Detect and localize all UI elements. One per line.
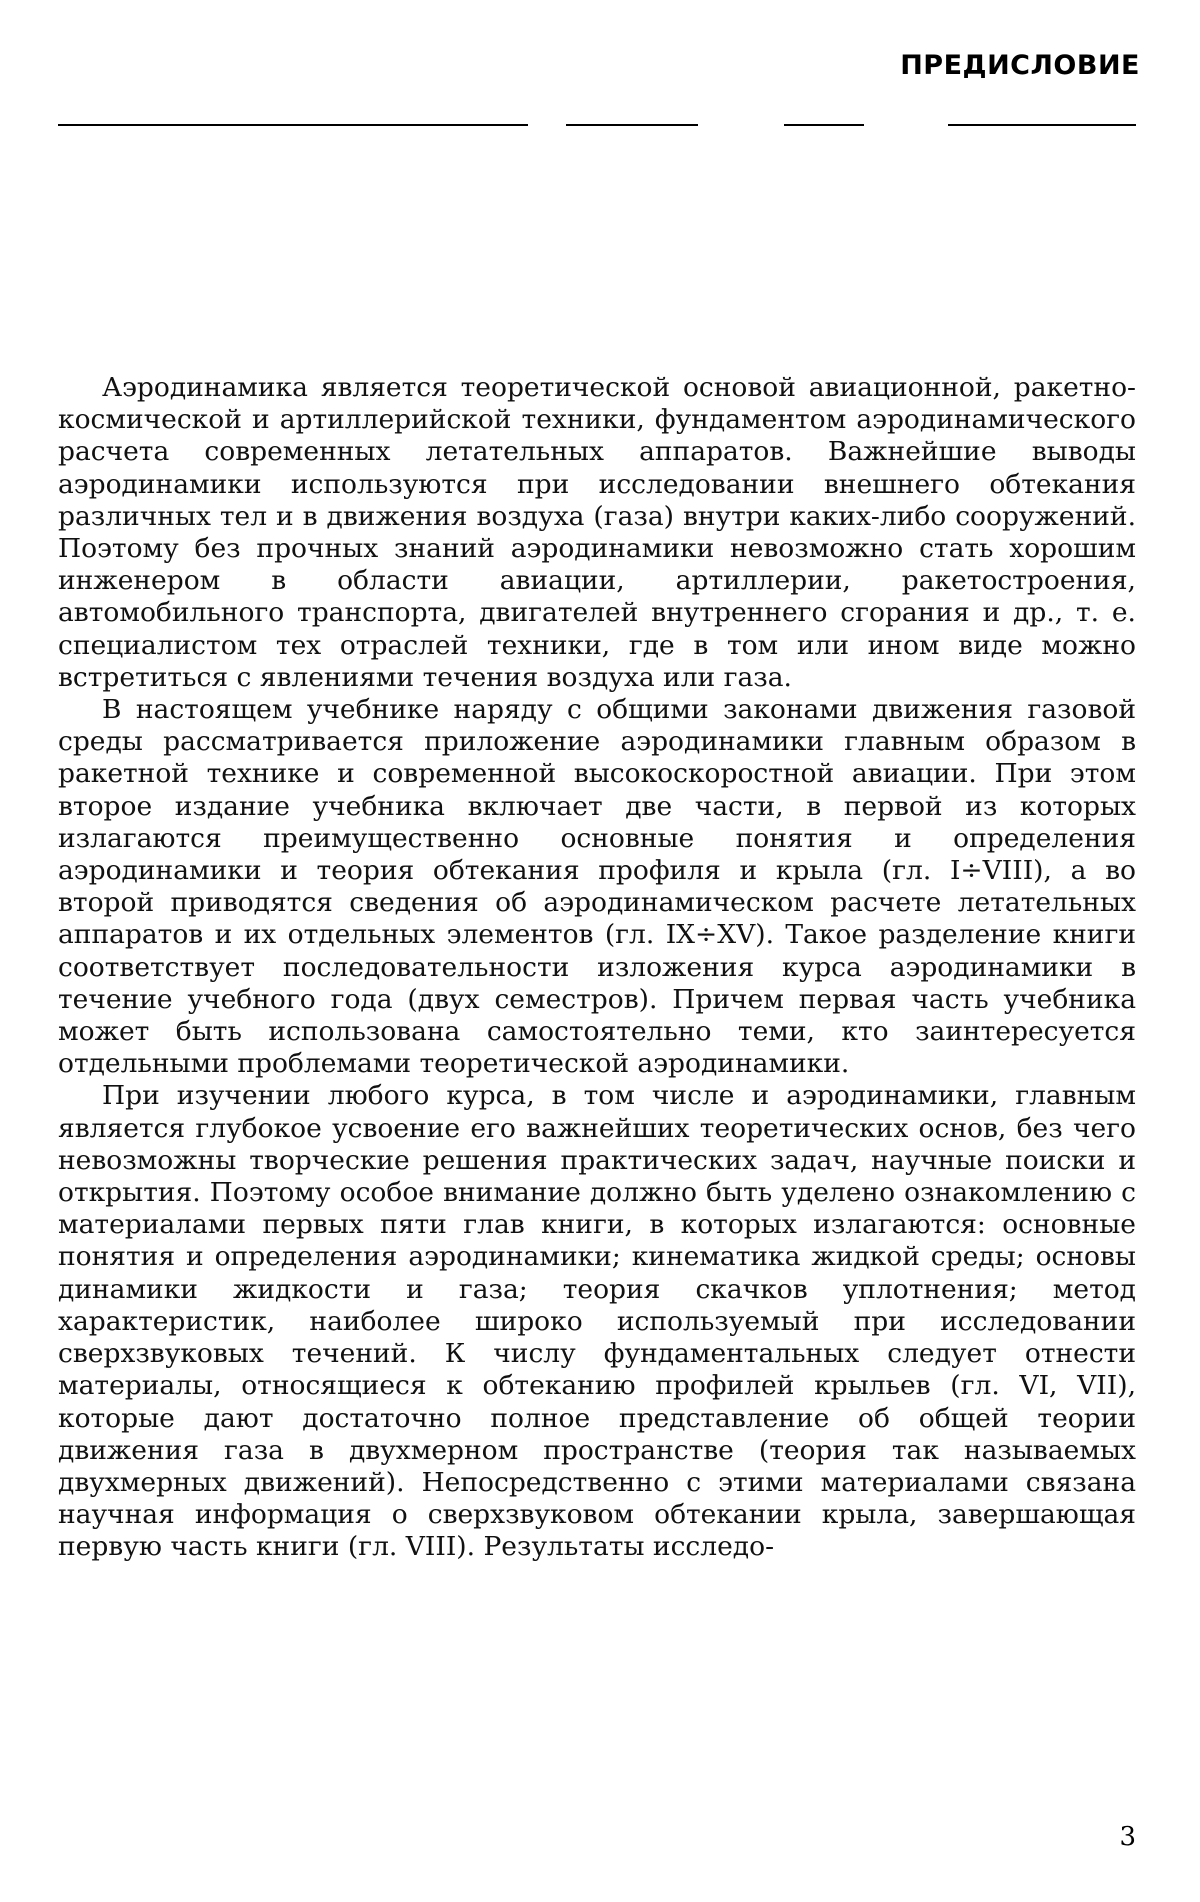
body-text (58, 372, 1136, 1564)
page-title: ПРЕДИСЛОВИЕ (900, 50, 1140, 81)
paragraph: Аэродинамика является теоретической основой авиационной, ракетно-космической и артиллерийской техники, фундаментом аэродинамического расчета современных летательных аппаратов. Важнейшие выводы аэродинамики используются при исследовании внешнего обтекания различных тел и в движения воздуха (газа) внутри каких-либо сооружений. Поэтому без прочных знаний аэродинамики невозможно стать хорошим инженером в области авиации, артиллерии, ракетостроения, автомобильного транспорта, двигателей внутреннего сгорания и др., т. е. специалистом тех отраслей техники, где в том или ином виде можно встретиться с явлениями течения воздуха или газа. (58, 372, 1136, 693)
paragraph: В настоящем учебнике наряду с общими законами движения газовой среды рассматривается приложение аэродинамики главным образом в ракетной технике и современной высокоскоростной авиации. При этом второе издание учебника включает две части, в первой из которых излагаются преимущественно основные понятия и определения аэродинамики и теория обтекания профиля и крыла (гл. I÷VIII), а во второй приводятся сведения об аэродинамическом расчете летательных аппаратов и их отдельных элементов (гл. IX÷XV). Такое разделение книги соответствует последовательности изложения курса аэродинамики в течение учебного года (двух семестров). Причем первая часть учебника может быть использована самостоятельно теми, кто заинтересуется отдельными проблемами теоретической аэродинамики. (58, 694, 1136, 1080)
header-rule-segment (566, 124, 698, 126)
header-rule-segment (784, 124, 864, 126)
paragraph: При изучении любого курса, в том числе и аэродинамики, главным является глубокое усвоение его важнейших теоретических основ, без чего невозможны творческие решения практических задач, научные поиски и открытия. Поэтому особое внимание должно быть уделено ознакомлению с материалами первых пяти глав книги, в которых излагаются: основные понятия и определения аэродинамики; кинематика жидкой среды; основы динамики жидкости и газа; теория скачков уплотнения; метод характеристик, наиболее широко используемый при исследовании сверхзвуковых течений. К числу фундаментальных следует отнести материалы, относящиеся к обтеканию профилей крыльев (гл. VI, VII), которые дают достаточно полное представление об общей теории движения газа в двухмерном пространстве (теория так называемых двухмерных движений). Непосредственно с этими материалами связана научная информация о сверхзвуковом обтекании крыла, завершающая первую часть книги (гл. VIII). Результаты исследо- (58, 1080, 1136, 1563)
header-rule-segment (58, 124, 528, 126)
header-rule-segment (948, 124, 1136, 126)
page-number: 3 (1119, 1822, 1136, 1852)
